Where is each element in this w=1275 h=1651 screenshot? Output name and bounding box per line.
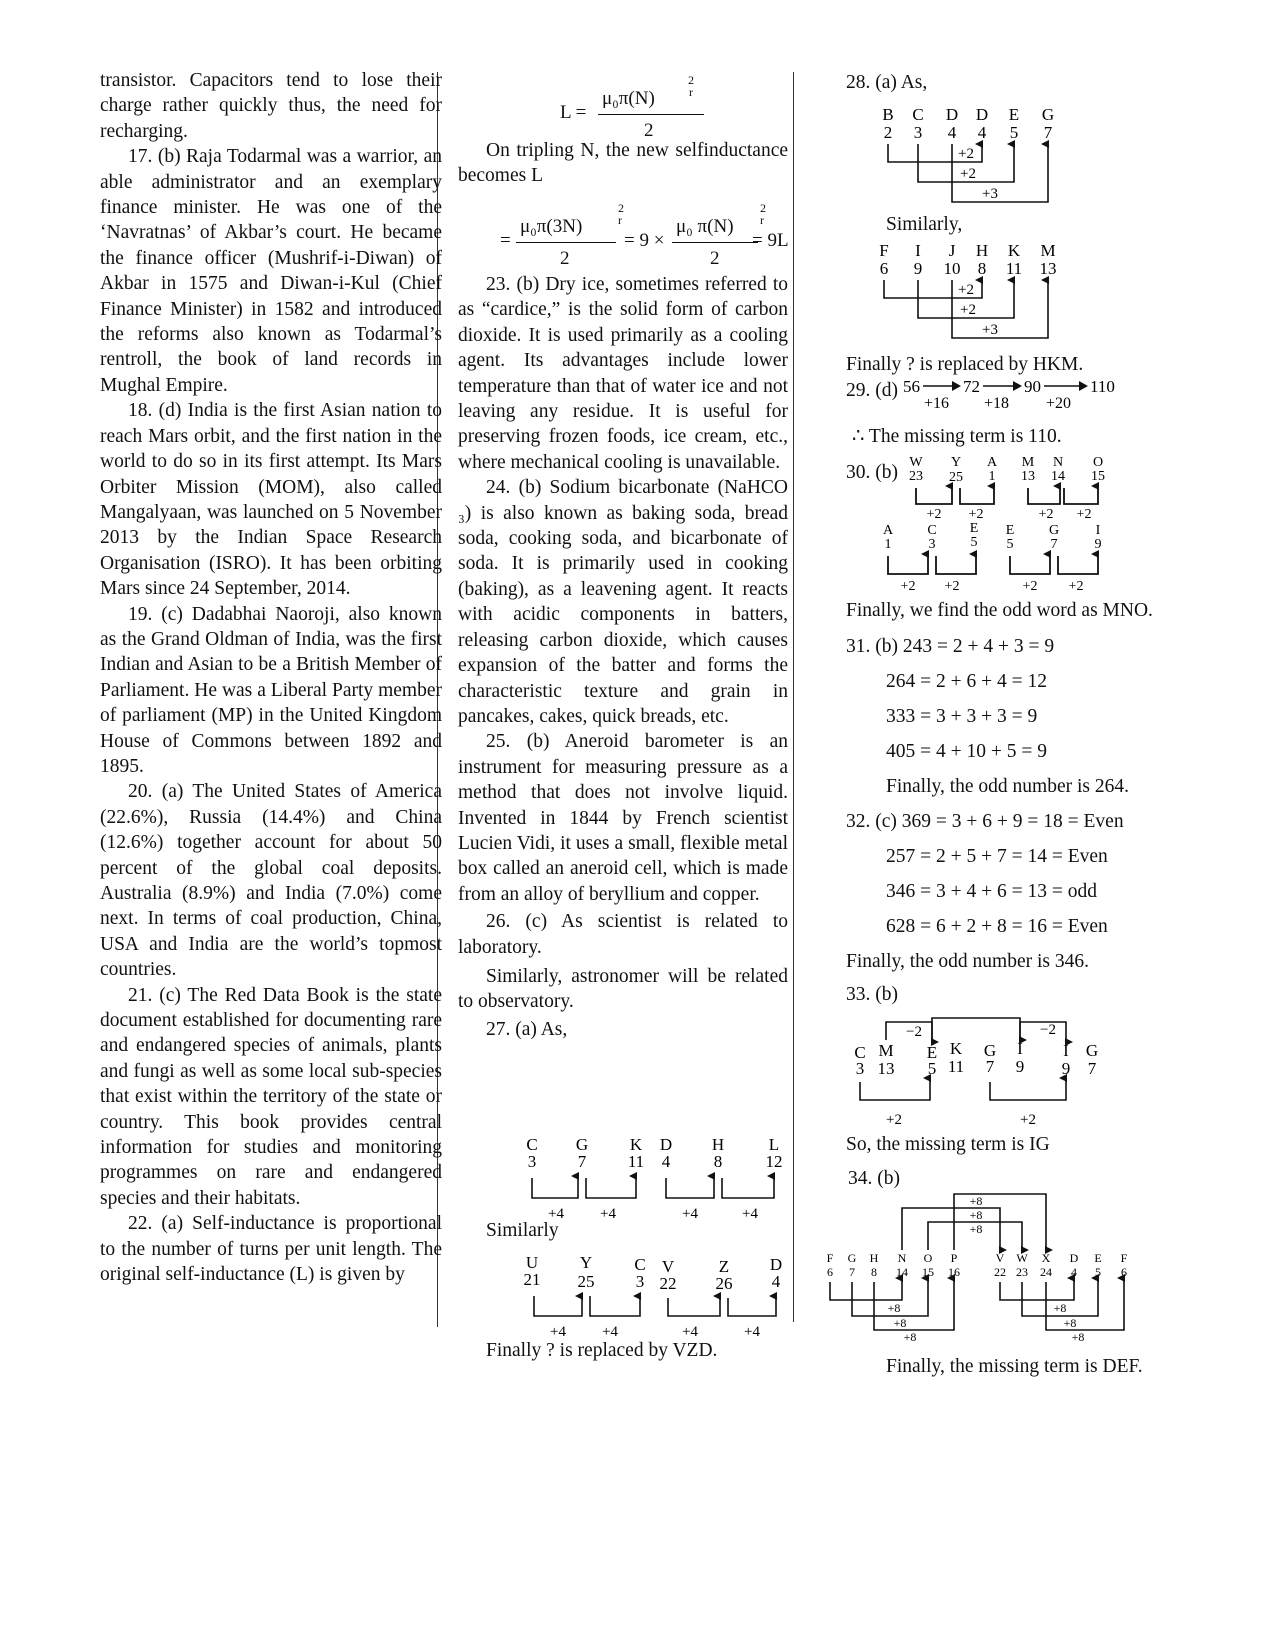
letter: O [1092,455,1104,470]
q28-diagram-a [882,105,1054,202]
number: 5 [970,535,978,550]
q33-final: So, the missing term is IG [846,1134,1050,1155]
number: 25 [949,470,963,485]
number: 11 [627,1152,645,1171]
q31-line-4: 405 = 4 + 10 + 5 = 9 [886,741,1047,762]
number: 13 [877,1059,895,1078]
letter: I [915,241,921,260]
number: 26 [715,1274,733,1293]
term: 110 [1090,377,1115,396]
letter: K [949,1039,963,1058]
number: 13 [1021,469,1035,484]
number: 5 [1009,123,1019,142]
number: 3 [928,537,936,552]
step: +2 [944,579,960,594]
letter: G [1085,1041,1099,1060]
number: 22 [994,1265,1006,1279]
paragraph-continuation: transistor. Capacitors tend to lose their charge rather quickly thus, the need for recharging. [100,70,442,142]
letter: V [661,1257,675,1276]
step: +2 [960,302,976,318]
letter: X [1041,1251,1051,1265]
step: +8 [1053,1301,1067,1315]
letter: P [950,1251,958,1265]
letter: D [1069,1251,1079,1265]
q34-final: Finally, the missing term is DEF. [886,1356,1143,1377]
number: 16 [948,1265,960,1279]
step: +8 [887,1301,901,1315]
letter: F [879,241,889,260]
number: 7 [1087,1059,1097,1078]
step: +20 [1046,395,1072,412]
number: 4 [947,123,957,142]
eq2-denominator-b: 2 [710,248,720,269]
number: 2 [883,123,893,142]
step: +8 [969,1194,983,1208]
q32-line-3: 346 = 3 + 4 + 6 = 13 = odd [886,881,1097,902]
q29-therefore: ∴ The missing term is 110. [852,426,1062,447]
letter: E [926,1043,938,1062]
letter: G [1048,523,1060,538]
number: 6 [879,259,889,278]
q34-diagram [827,1194,1128,1344]
answer-27: 27. (a) As, [486,1018,568,1040]
letter: C [526,1135,538,1154]
number: 14 [1051,469,1065,484]
letter: U [525,1253,539,1272]
number: 8 [871,1265,877,1279]
letter: I [1017,1039,1023,1058]
q27-similarly: Similarly [486,1220,559,1241]
q32-final: Finally, the odd number is 346. [846,951,1090,972]
step: +4 [742,1206,758,1222]
answer-19: 19. (c) Dadabhai Naoroji, also known as the Grand Oldman of India, was the first Indian and Asian to be a British Member of Parliament. He was a Liberal Party member of parliament (MP) in the United Kingdom House of Commons between 1892 and 1895. [100,603,442,777]
number: 4 [1071,1265,1077,1279]
q30-diagram-a [909,455,1105,522]
number: 1 [988,469,996,484]
q34-heading: 34. (b) [848,1168,900,1189]
letter: V [995,1251,1005,1265]
letter: M [1021,455,1035,470]
number: 25 [577,1272,595,1291]
letter: E [969,521,979,536]
eq2-result: = 9L [752,230,789,251]
number: 7 [1043,123,1053,142]
q31-line-2: 264 = 2 + 6 + 4 = 12 [886,671,1047,692]
step: −2 [906,1024,922,1040]
q32-line-2: 257 = 2 + 5 + 7 = 14 = Even [886,846,1108,867]
answer-26-similarly: Similarly, astronomer will be related to observatory. [458,965,788,1013]
number: 14 [896,1265,908,1279]
number: 5 [1095,1265,1101,1279]
number: 3 [913,123,923,142]
step: +8 [1063,1316,1077,1330]
q32-line-4: 628 = 6 + 2 + 8 = 16 = Even [886,916,1108,937]
q33-diagram [854,1018,1098,1128]
q28-diagram-b [879,241,1056,338]
step: +3 [982,322,998,338]
number: 3 [635,1272,645,1291]
q27-diagram-b [524,1253,783,1340]
q28-heading: 28. (a) As, [846,72,928,93]
letter: M [1040,241,1056,260]
number: 4 [771,1272,781,1291]
eq2-equals: = [500,230,511,251]
answer-26: 26. (c) As scientist is related to laboratory. [458,911,788,958]
number: 9 [1061,1059,1071,1078]
letter: L [768,1135,780,1154]
letter: O [923,1251,933,1265]
step: +8 [903,1330,917,1344]
letter: Y [579,1253,593,1272]
number: 23 [909,469,923,484]
answer-23: 23. (b) Dry ice, sometimes referred to as “cardice,” is the solid form of carbon dioxide. It is used primarily as a cooling agent. Its advantages include lower temperature than that of water ice and not leaving any residue. It is useful for preserving frozen foods, ice cream, etc., where mechanical cooling is unavailable. [458,274,788,473]
number: 9 [1094,537,1102,552]
number: 6 [827,1265,833,1279]
eq-lhs: L = [560,102,587,123]
q33-heading: 33. (b) [846,984,898,1005]
letter: D [659,1135,673,1154]
number: 15 [922,1265,934,1279]
number: 7 [985,1057,995,1076]
letter: E [1094,1251,1102,1265]
letter: H [711,1135,725,1154]
letter: A [882,523,894,538]
number: 24 [1040,1265,1052,1279]
q30-final: Finally, we find the odd word as MNO. [846,600,1153,621]
step: +2 [958,282,974,298]
step: +4 [548,1206,564,1222]
eq2-numerator-b: μ₀ π(N) [676,216,734,237]
letter: K [629,1135,643,1154]
letter: W [909,455,923,470]
step: +8 [893,1316,907,1330]
letter: D [945,105,959,124]
number: 10 [943,259,961,278]
letter: H [869,1251,879,1265]
letter: G [575,1135,589,1154]
number: 5 [927,1059,937,1078]
answer-20: 20. (a) The United States of America (22.6%), Russia (14.4%) and China (12.6%) together account for about 50 percent of the global coal deposits. Australia (8.9%) and India (7.0%) come next. In terms of coal production, China, USA and India are the world’s topmost countries. [100,781,442,981]
q29-heading: 29. (d) [846,380,898,401]
number: 6 [1121,1265,1127,1279]
step: +2 [900,579,916,594]
eq-numerator: μ₀π(N) [602,88,655,109]
q28-final: Finally ? is replaced by HKM. [846,354,1084,375]
answer-22: 22. (a) Self-inductance is proportional to the number of turns per unit length. The original self-inductance (L) is given by [100,1213,442,1286]
q31-line-5: Finally, the odd number is 264. [886,776,1130,797]
number: 22 [659,1274,677,1293]
number: 8 [977,259,987,278]
step: +4 [550,1324,566,1340]
eq-denominator: 2 [644,120,654,141]
step: +8 [969,1208,983,1222]
step: +2 [968,507,984,522]
letter: E [1005,523,1015,538]
number: 9 [913,259,923,278]
step: +2 [1020,1112,1036,1128]
q27-final: Finally ? is replaced by VZD. [486,1340,718,1361]
tripling-paragraph: On tripling N, the new selfinductance becomes L [458,140,788,187]
number: 23 [1016,1265,1028,1279]
answer-21: 21. (c) The Red Data Book is the state document established for documenting rare and endangered species of animals, plants and fungi as well as some local sub-species that exist within the territory of the state or country. This book provides central information for studies and monitoring programmes on rare and endangered species and their habitats. [100,984,442,1209]
q30-heading: 30. (b) [846,462,898,483]
letter: F [1120,1251,1128,1265]
letter: J [948,241,956,260]
term: 56 [903,377,920,396]
eq2-denominator-a: 2 [560,248,570,269]
letter: Z [718,1257,730,1276]
letter: N [1052,455,1064,470]
answer-25: 25. (b) Aneroid barometer is an instrument for measuring pressure as a method that does not involve liquid. Invented in 1844 by French scientist Lucien Vidi, it uses a small, flexible metal box called an aneroid cell, which is made from an alloy of beryllium and copper. [458,731,788,905]
eq2-multiplier: = 9 × [624,230,665,251]
step: +3 [982,186,998,202]
letter: M [878,1041,894,1060]
number: 11 [1005,259,1023,278]
letter: K [1007,241,1021,260]
step: +16 [924,395,950,412]
term: 90 [1024,377,1041,396]
eq2-exponent-b: 2 r [760,201,766,227]
q31-line-3: 333 = 3 + 3 + 3 = 9 [886,706,1038,727]
step: +2 [1076,507,1092,522]
number: 9 [1015,1057,1025,1076]
letter: B [882,105,894,124]
step: +2 [926,507,942,522]
letter: C [854,1043,866,1062]
step: +2 [960,166,976,182]
letter: Y [950,455,962,470]
answer-17: 17. (b) Raja Todarmal was a warrior, an able administrator and an exemplary finance minister. He was one of the ‘Navratnas’ of Akbar’s court. He became the finance officer (Mushrif-i-Diwan) of Akbar in 1575 and Diwan-i-Kul (Chief Finance Minister) in 1582 and introduced the reforms also known as Todarmal’s rentroll, the book of land records in Mughal Empire. [100,146,442,396]
letter: N [897,1251,907,1265]
term: 72 [963,377,980,396]
letter: D [975,105,989,124]
q28-similarly: Similarly, [886,214,963,235]
q30-diagram-b [883,521,1102,594]
number: 11 [947,1057,965,1076]
letter: D [769,1255,783,1274]
letter: G [1041,105,1055,124]
letter: C [927,523,937,538]
number: 4 [661,1152,671,1171]
number: 12 [765,1152,783,1171]
step: +2 [1022,579,1038,594]
letter: C [912,105,924,124]
number: 21 [523,1270,541,1289]
step: +2 [958,146,974,162]
step: +2 [1038,507,1054,522]
step: +8 [969,1222,983,1236]
step: +4 [682,1324,698,1340]
letter: I [1095,523,1101,538]
number: 5 [1006,537,1014,552]
number: 15 [1091,469,1105,484]
number: 8 [713,1152,723,1171]
q27-diagram-a [526,1135,782,1222]
step: +18 [984,395,1010,412]
step: +4 [682,1206,698,1222]
letter: F [826,1251,834,1265]
step: +8 [1071,1330,1085,1344]
step: −2 [1040,1022,1056,1038]
number: 3 [855,1059,865,1078]
eq-exponent: 2 r [688,73,694,99]
number: 13 [1039,259,1057,278]
letter: G [983,1041,997,1060]
step: +2 [1068,579,1084,594]
eq2-numerator-a: μ₀π(3N) [520,216,583,237]
q29-diagram [903,377,1115,412]
step: +2 [886,1112,902,1128]
step: +4 [744,1324,760,1340]
number: 3 [527,1152,537,1171]
answer-18: 18. (d) India is the first Asian nation to reach Mars orbit, and the first nation in the world to do so in its first attempt. Its Mars Orbiter Mission (MOM), also called Mangalyaan, was launched on 5 November 2013 by the Indian Space Research Organisation (ISRO). It has been orbiting Mars since 24 September, 2014. [100,400,442,600]
letter: W [1016,1251,1028,1265]
step: +4 [600,1206,616,1222]
number: 7 [849,1265,855,1279]
eq2-exponent-a: 2 r [618,201,624,227]
letter: E [1008,105,1020,124]
step: +4 [602,1324,618,1340]
number: 4 [977,123,987,142]
letter: H [975,241,989,260]
letter: I [1063,1041,1069,1060]
number: 7 [1050,537,1058,552]
number: 7 [577,1152,587,1171]
letter: C [634,1255,646,1274]
answer-24: 24. (b) Sodium bicarbonate (NaHCO ₃) is also known as baking soda, bread soda, cooking soda, and bicarbonate of soda. It is primarily used in cooking (baking), as a leavening agent. It reacts with acidic components in batters, releasing carbon dioxide, which causes expansion of the batter and forms the characteristic texture and grain in pancakes, cakes, quick breads, etc. [458,477,788,727]
q32-line-1: 32. (c) 369 = 3 + 6 + 9 = 18 = Even [846,811,1124,832]
letter: G [847,1251,857,1265]
q31-line-1: 31. (b) 243 = 2 + 4 + 3 = 9 [846,636,1055,657]
number: 1 [884,537,892,552]
letter: A [986,455,998,470]
